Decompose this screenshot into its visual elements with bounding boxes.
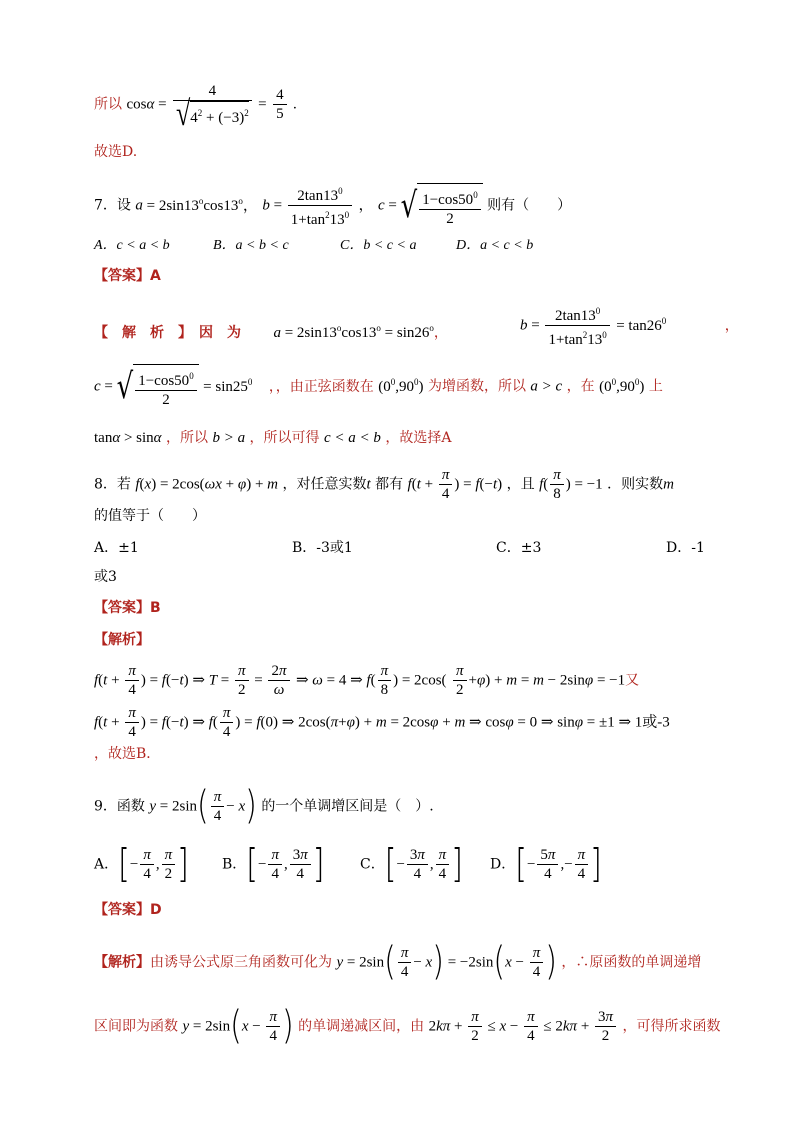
formula-fraction: $\frac{4}{√4^2 + (-3)^2}$ — [173, 82, 252, 127]
q8-choose-b: ，故选B． — [94, 746, 161, 762]
formula-cos-alpha: cosα = — [126, 96, 167, 113]
q7-explanation-b: b = $\frac{2\tan 13^0}{1+\tan^213^0}$ = $\tan 26^0$ ， — [520, 302, 739, 349]
q9-option-c[interactable]: C．[− $\frac{3\pi}{4}$ , $\frac{\pi}{4}$ ] — [360, 841, 463, 888]
q9-explanation-line1: 【解析】由诱导公式原三角函数可化为 y = 2sin( $\frac{\pi}{4}$ − x) = −2sin(x − $\frac{\pi}{4}$ ) ，∴原函数的单调递增 — [94, 939, 702, 985]
q7-explanation-line3: tanα > sinα ，所以 b > a ，所以可得 c < a < b ，故选择A — [94, 430, 452, 446]
q7-stem: 7．设 $a = 2\sin 13^o\cos 13^o$， b = $\frac{2\tan 13^0}{1+\tan^213^0}$ ， c = √ $\frac{1-\cos 50^0}{2}$ 则有（ ） — [94, 182, 571, 229]
q8-explanation-line1: f(t + $\frac{\pi}{4}$ ) = f(−t) ⇒ T = $\frac{\pi}{2}$ = $\frac{2\pi}{\omega}$ ⇒ ω = 4 ⇒ f( $\frac{\pi}{8}$ ) = 2cos( $\frac{\pi}{2}$ +φ) + m = m − 2sinφ = −1又 — [94, 663, 640, 698]
q8-explanation-line2: f(t + $\frac{\pi}{4}$ ) = f(−t) ⇒ f( $\frac{\pi}{4}$ ) = f(0) ⇒ 2cos(π+φ) + m = 2cosφ + m ⇒ cosφ = 0 ⇒ sinφ = ±1 ⇒ 1或-3 — [94, 705, 670, 740]
q7-option-a[interactable]: A．c < a < b — [94, 238, 170, 253]
q7-formula-b: b — [262, 197, 270, 214]
q7-explanation-line2: c = √ $\frac{1-\cos 50^0}{2}$ = $\sin 25^0$ ，，由正弦函数在 $(0^0,90^0)$ 为增函数，所以 a > c ，在 $(0^0,90^0)$ 上 — [94, 364, 663, 409]
q8-stem: 8．若 f(x) = 2cos(ωx + φ) + m ，对任意实数t 都有 f(t + $\frac{\pi}{4}$ ) = f(−t) ，且 f( $\frac{\pi}{8}$ ) = −1 ．则实数m — [94, 467, 674, 502]
q8-explanation-head: 【解析】 — [94, 632, 150, 648]
q7-option-c[interactable]: C．b < c < a — [340, 238, 417, 253]
formula-four-fifths: $\frac{4}{5}$ — [273, 86, 287, 123]
q8-stem-line2: 的值等于（ ） — [94, 508, 206, 524]
choose-d: 故选D. — [94, 144, 138, 160]
so-label: 所以 — [94, 96, 122, 113]
q7-number: 7．设 — [94, 197, 131, 214]
q8-answer: 【答案】B — [94, 600, 161, 616]
q7-option-d[interactable]: D．a < c < b — [456, 238, 534, 253]
q9-stem: 9．函数 y = 2sin( $\frac{\pi}{4}$ − x) 的一个单调增区间是（ ）. — [94, 783, 434, 829]
q8-option-c[interactable]: C．±3 — [496, 540, 542, 556]
q9-option-d[interactable]: D．[− $\frac{5\pi}{4}$ ,− $\frac{\pi}{4}$ ] — [490, 841, 602, 888]
q7-explanation-line1: 【 解 析 】 因 为 $a = 2\sin 13^o\cos 13^o = \sin 26^o$， — [94, 323, 448, 341]
q8-option-a[interactable]: A．±1 — [94, 540, 139, 556]
q9-option-a[interactable]: A．[− $\frac{\pi}{4}$ , $\frac{\pi}{2}$ ] — [94, 841, 189, 888]
q8-option-d[interactable]: D．-1 — [666, 540, 705, 556]
q9-explanation-line2: 区间即为函数 y = 2sin(x − $\frac{\pi}{4}$ ) 的单调递减区间，由 2kπ + $\frac{\pi}{2}$ ≤ x − $\frac{\pi}{4}$ ≤ 2kπ + $\frac{3\pi}{2}$ ，可得所求函数 — [94, 1003, 721, 1049]
q7-option-b[interactable]: B．a < b < c — [213, 238, 289, 253]
q7-formula-a: a — [135, 197, 143, 214]
q9-answer: 【答案】D — [94, 902, 162, 918]
q7-formula-c: c — [378, 197, 385, 214]
cos-result-line: 所以 cosα = $\frac{4}{√4^2 + (-3)^2}$ = $\frac{4}{5}$ . — [94, 83, 297, 133]
q9-option-b[interactable]: B．[− $\frac{\pi}{4}$ , $\frac{3\pi}{4}$ ] — [222, 841, 325, 888]
q8-option-b[interactable]: B．-3或1 — [292, 540, 353, 556]
q8-option-d-wrap: 或3 — [94, 569, 117, 585]
q7-answer: 【答案】A — [94, 268, 161, 284]
